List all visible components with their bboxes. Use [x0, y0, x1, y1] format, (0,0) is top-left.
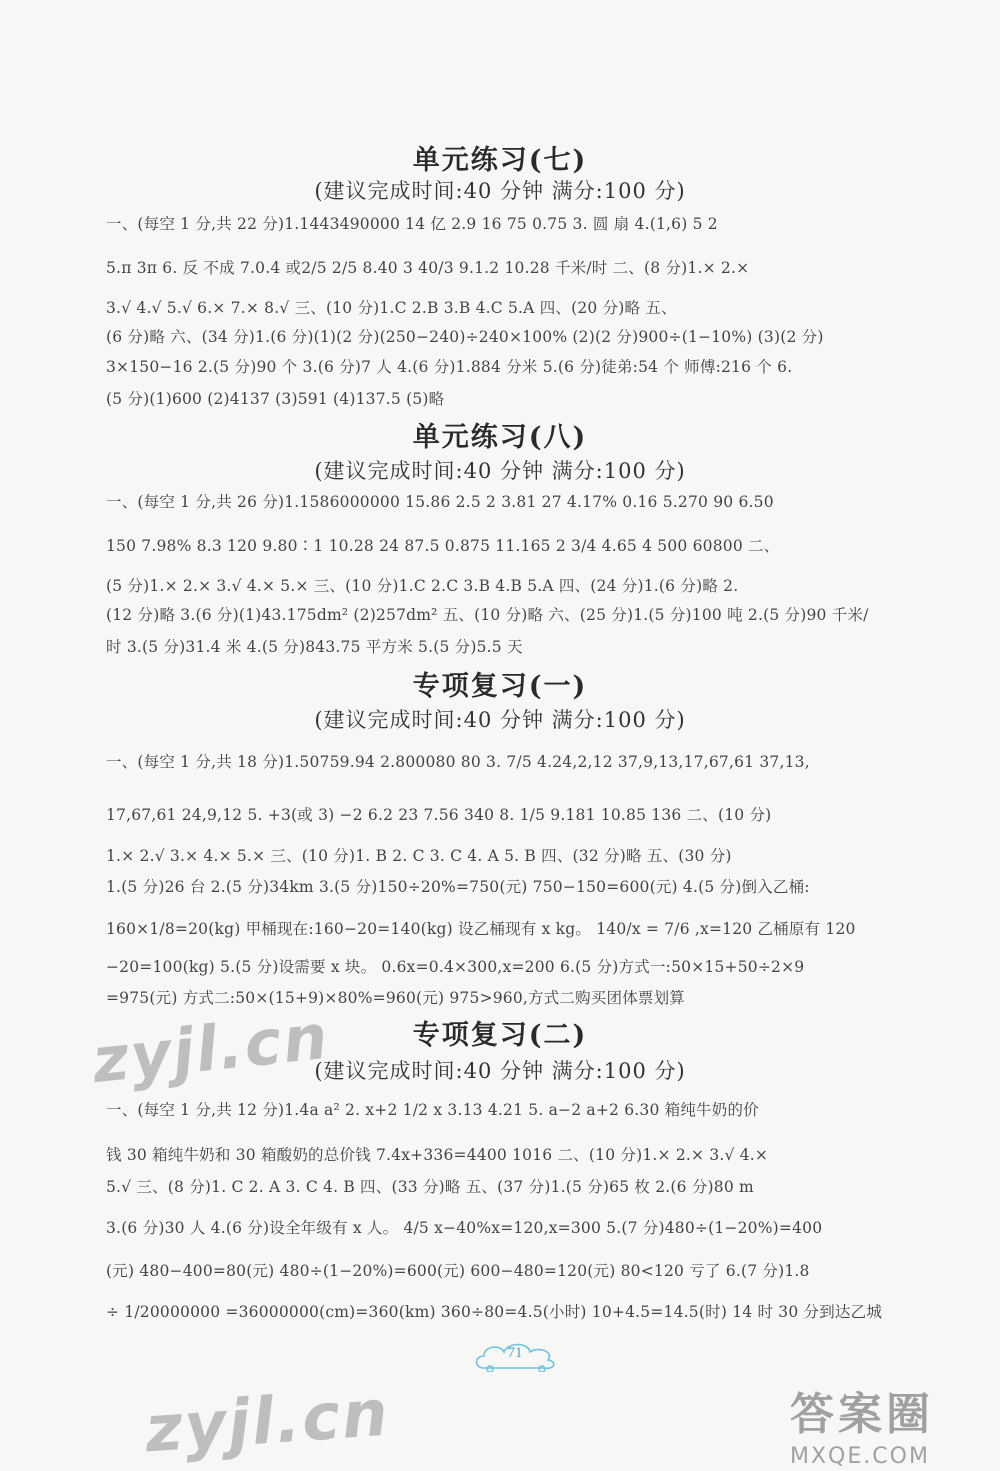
section-title-review-1: 专项复习(一): [412, 671, 588, 702]
page-number: 71: [507, 1345, 523, 1361]
section-title-unit-8: 单元练习(八): [412, 422, 588, 453]
answer-line: 5.√ 三、(8 分)1. C 2. A 3. C 4. B 四、(33 分)略 五、(37 分)1.(5 分)65 枚 2.(6 分)80 m: [106, 1178, 754, 1196]
answer-line: 160×1/8=20(kg) 甲桶现在:160−20=140(kg) 设乙桶现有 x kg。 140/x = 7/6 ,x=120 乙桶原有 120: [106, 920, 856, 938]
watermark-text: zyjl.cn: [88, 999, 333, 1098]
answer-line: 一、(每空 1 分,共 26 分)1.1586000000 15.86 2.5 2 3.81 27 4.17% 0.16 5.270 90 6.50: [106, 493, 774, 511]
section-subtitle-review-1: (建议完成时间:40 分钟 满分:100 分): [314, 708, 686, 732]
answer-line: 17,67,61 24,9,12 5. +3(或 3) −2 6.2 23 7.56 340 8. 1/5 9.181 10.85 136 二、(10 分): [106, 806, 772, 824]
section-subtitle-unit-7: (建议完成时间:40 分钟 满分:100 分): [314, 179, 686, 203]
watermark-text: zyjl.cn: [142, 1376, 392, 1468]
page-number-badge: [470, 1338, 560, 1372]
answer-line: 一、(每空 1 分,共 12 分)1.4a a² 2. x+2 1/2 x 3.13 4.21 5. a−2 a+2 6.30 箱纯牛奶的价: [106, 1101, 759, 1119]
answer-line: 1.× 2.√ 3.× 4.× 5.× 三、(10 分)1. B 2. C 3. C 4. A 5. B 四、(32 分)略 五、(30 分): [106, 847, 732, 865]
answer-line: 时 3.(5 分)31.4 米 4.(5 分)843.75 平方米 5.(5 分)5.5 天: [106, 638, 523, 656]
answer-line: (5 分)(1)600 (2)4137 (3)591 (4)137.5 (5)略: [106, 390, 445, 408]
logo-url: MXQE.COM: [790, 1444, 930, 1469]
answer-line: (5 分)1.× 2.× 3.√ 4.× 5.× 三、(10 分)1.C 2.C 3.B 4.B 5.A 四、(24 分)1.(6 分)略 2.: [106, 577, 739, 595]
section-subtitle-review-2: (建议完成时间:40 分钟 满分:100 分): [314, 1059, 686, 1083]
corner-logo: [790, 1378, 990, 1468]
answer-line: (元) 480−400=80(元) 480÷(1−20%)=600(元) 600−480=120(元) 80<120 亏了 6.(7 分)1.8: [106, 1262, 810, 1280]
answer-line: 一、(每空 1 分,共 18 分)1.50759.94 2.800080 80 3. 7/5 4.24,2,12 37,9,13,17,67,61 37,13,: [106, 753, 810, 771]
answer-line: 3.(6 分)30 人 4.(6 分)设全年级有 x 人。 4/5 x−40%x=120,x=300 5.(7 分)480÷(1−20%)=400: [106, 1219, 823, 1237]
answer-line: ÷ 1/20000000 =36000000(cm)=360(km) 360÷80=4.5(小时) 10+4.5=14.5(时) 14 时 30 分到达乙城: [106, 1303, 883, 1321]
answer-line: 1.(5 分)26 台 2.(5 分)34km 3.(5 分)150÷20%=750(元) 750−150=600(元) 4.(5 分)倒入乙桶:: [106, 878, 810, 896]
answer-line: −20=100(kg) 5.(5 分)设需要 x 块。 0.6x=0.4×300,x=200 6.(5 分)方式一:50×15+50÷2×9: [106, 958, 805, 976]
logo-text: 答案圈: [790, 1389, 934, 1440]
answer-line: (12 分)略 3.(6 分)(1)43.175dm² (2)257dm² 五、(10 分)略 六、(25 分)1.(5 分)100 吨 2.(5 分)90 千米/: [106, 606, 869, 624]
answer-line: 5.π 3π 6. 反 不成 7.0.4 或2/5 2/5 8.40 3 40/3 9.1.2 10.28 千米/时 二、(8 分)1.× 2.×: [106, 259, 750, 277]
answer-line: 3×150−16 2.(5 分)90 个 3.(6 分)7 人 4.(6 分)1.884 分米 5.(6 分)徒弟:54 个 师傅:216 个 6.: [106, 358, 793, 376]
answer-line: 150 7.98% 8.3 120 9.80∶1 10.28 24 87.5 0.875 11.165 2 3/4 4.65 4 500 60800 二、: [106, 537, 780, 555]
answer-line: 钱 30 箱纯牛奶和 30 箱酸奶的总价钱 7.4x+336=4400 1016 二、(10 分)1.× 2.× 3.√ 4.×: [106, 1146, 769, 1164]
answer-line: (6 分)略 六、(34 分)1.(6 分)(1)(2 分)(250−240)÷240×100% (2)(2 分)900÷(1−10%) (3)(2 分): [106, 328, 824, 346]
answer-line: 一、(每空 1 分,共 22 分)1.1443490000 14 亿 2.9 16 75 0.75 3. 圆 扇 4.(1,6) 5 2: [106, 215, 718, 233]
section-title-review-2: 专项复习(二): [412, 1020, 588, 1051]
answer-line: 3.√ 4.√ 5.√ 6.× 7.× 8.√ 三、(10 分)1.C 2.B 3.B 4.C 5.A 四、(20 分)略 五、: [106, 299, 677, 317]
answer-line: =975(元) 方式二:50×(15+9)×80%=960(元) 975>960,方式二购买团体票划算: [106, 989, 686, 1007]
section-subtitle-unit-8: (建议完成时间:40 分钟 满分:100 分): [314, 459, 686, 483]
section-title-unit-7: 单元练习(七): [412, 145, 588, 176]
